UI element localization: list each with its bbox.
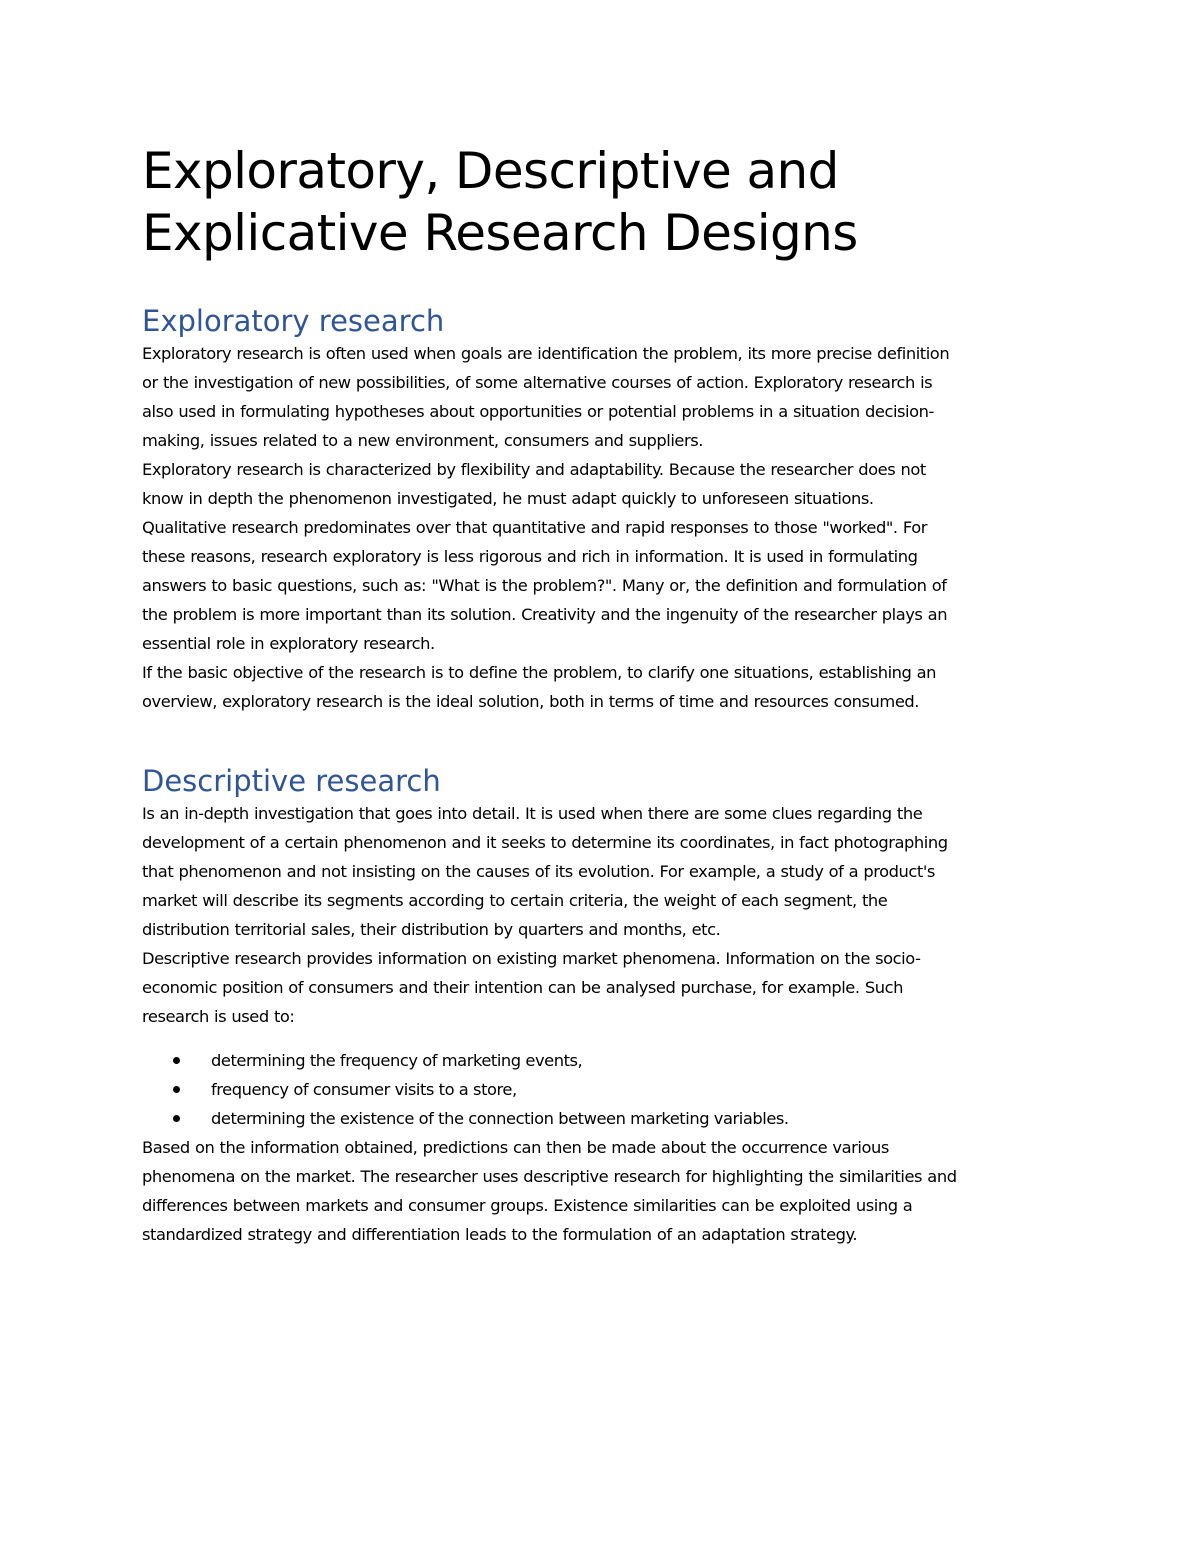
- descriptive-paragraph-3: [142, 1133, 1057, 1249]
- list-item-text: frequency of consumer visits to a store,: [211, 1080, 517, 1099]
- list-item-text: determining the existence of the connection between marketing variables.: [211, 1109, 789, 1128]
- text-line: also used in formulating hypotheses about opportunities or potential problems in a situation decision-: [142, 402, 934, 421]
- text-line: making, issues related to a new environment, consumers and suppliers.: [142, 431, 703, 450]
- text-line: or the investigation of new possibilities, of some alternative courses of action. Exploratory research is: [142, 373, 933, 392]
- exploratory-paragraph-1: [142, 339, 1057, 455]
- bullet-icon: [173, 1057, 180, 1064]
- text-line: Based on the information obtained, predictions can then be made about the occurrence various: [142, 1138, 889, 1157]
- heading-exploratory-research: Exploratory research: [142, 304, 445, 338]
- descriptive-paragraph-1: [142, 799, 1057, 944]
- document-title: [142, 140, 1057, 264]
- text-line: Qualitative research predominates over that quantitative and rapid responses to those "worked". For: [142, 518, 927, 537]
- list-item-text: determining the frequency of marketing events,: [211, 1051, 583, 1070]
- text-line: Descriptive research provides information on existing market phenomena. Information on the socio-: [142, 949, 921, 968]
- text-line: essential role in exploratory research.: [142, 634, 435, 653]
- document-page: [142, 140, 1057, 1249]
- title-line: Exploratory, Descriptive and: [142, 142, 839, 200]
- text-line: market will describe its segments according to certain criteria, the weight of each segment, the: [142, 891, 888, 910]
- text-line: economic position of consumers and their intention can be analysed purchase, for example. Such: [142, 978, 903, 997]
- list-item: [211, 1104, 1057, 1133]
- bullet-icon: [173, 1115, 180, 1122]
- text-line: research is used to:: [142, 1007, 295, 1026]
- text-line: phenomena on the market. The researcher uses descriptive research for highlighting the similarities and: [142, 1167, 957, 1186]
- text-line: that phenomenon and not insisting on the causes of its evolution. For example, a study of a product's: [142, 862, 935, 881]
- list-item: [211, 1046, 1057, 1075]
- text-line: these reasons, research exploratory is less rigorous and rich in information. It is used in formulating: [142, 547, 918, 566]
- text-line: distribution territorial sales, their distribution by quarters and months, etc.: [142, 920, 721, 939]
- text-line: answers to basic questions, such as: "What is the problem?". Many or, the definition and formulation of: [142, 576, 947, 595]
- title-line: Explicative Research Designs: [142, 204, 858, 262]
- text-line: standardized strategy and differentiation leads to the formulation of an adaptation strategy.: [142, 1225, 858, 1244]
- heading-descriptive-research: Descriptive research: [142, 764, 441, 798]
- text-line: overview, exploratory research is the ideal solution, both in terms of time and resources consumed.: [142, 692, 920, 711]
- text-line: differences between markets and consumer groups. Existence similarities can be exploited using a: [142, 1196, 913, 1215]
- text-line: know in depth the phenomenon investigated, he must adapt quickly to unforeseen situations.: [142, 489, 874, 508]
- list-item: [211, 1075, 1057, 1104]
- descriptive-paragraph-2: [142, 944, 1057, 1031]
- exploratory-paragraph-2: [142, 455, 1057, 658]
- text-line: If the basic objective of the research is to define the problem, to clarify one situations, establishing an: [142, 663, 937, 682]
- text-line: the problem is more important than its solution. Creativity and the ingenuity of the researcher plays an: [142, 605, 948, 624]
- bullet-list: [142, 1046, 1057, 1133]
- text-line: Exploratory research is often used when goals are identification the problem, its more precise definition: [142, 344, 950, 363]
- text-line: Exploratory research is characterized by flexibility and adaptability. Because the researcher does not: [142, 460, 926, 479]
- bullet-icon: [173, 1086, 180, 1093]
- exploratory-paragraph-3: [142, 658, 1057, 716]
- text-line: Is an in-depth investigation that goes into detail. It is used when there are some clues regarding the: [142, 804, 923, 823]
- text-line: development of a certain phenomenon and it seeks to determine its coordinates, in fact photographing: [142, 833, 948, 852]
